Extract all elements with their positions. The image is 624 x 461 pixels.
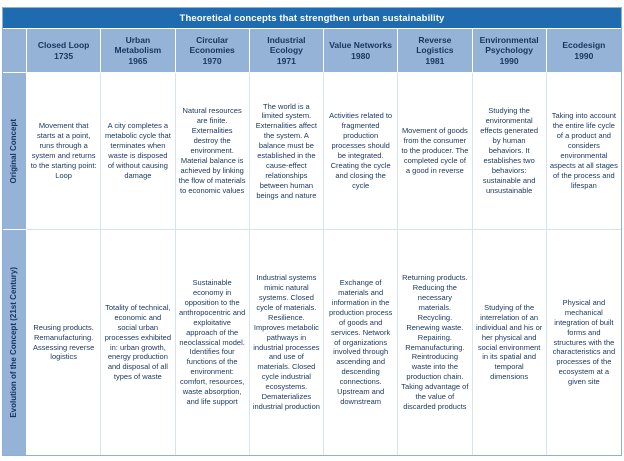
cell-evolution-value-networks: Exchange of materials and information in the production process of goods and services. Network of organizations involved through ascending and descending connections. Upstream and downstream xyxy=(324,230,398,455)
column-name: Urban Metabolism xyxy=(114,34,162,56)
column-header-environmental-psychology xyxy=(473,29,547,73)
cell-evolution-closed-loop: Reusing products. Remanufacturing. Assessing reverse logistics xyxy=(27,230,101,455)
column-header-reverse-logistics xyxy=(398,29,472,73)
header-corner-cell xyxy=(3,29,27,73)
cell-original-closed-loop: Movement that starts at a point, runs through a system and returns to the starting point: Loop xyxy=(27,73,101,230)
cell-original-environmental-psychology: Studying the environmental effects generated by human behaviors. It establishes two behaviors: sustainable and unsustainable xyxy=(473,73,547,230)
column-year: 1990 xyxy=(499,55,519,66)
column-header-closed-loop xyxy=(27,29,101,73)
column-name: Closed Loop xyxy=(37,39,90,50)
column-header-ecodesign xyxy=(547,29,621,73)
column-name: Environmental Psychology xyxy=(479,34,539,56)
concepts-table xyxy=(2,7,622,456)
row-label-evolution-of-concept: Evolution of the Concept (21st Century) xyxy=(3,230,27,455)
column-name: Reverse Logistics xyxy=(416,34,454,56)
column-name: Ecodesign xyxy=(562,39,606,50)
cell-original-ecodesign: Taking into account the entire life cycle of a product and considers environmental aspects at all stages of the process and lifespan xyxy=(547,73,621,230)
column-name: Industrial Ecology xyxy=(267,34,306,56)
column-header-circular-economies xyxy=(176,29,250,73)
cell-original-circular-economies: Natural resources are finite. Externalities destroy the environment. Material balance is achieved by linking the flow of materials to economic values xyxy=(176,73,250,230)
column-year: 1990 xyxy=(574,50,594,61)
table-title: Theoretical concepts that strengthen urban sustainability xyxy=(3,8,621,29)
cell-original-urban-metabolism: A city completes a metabolic cycle that terminates when waste is disposed of without causing damage xyxy=(101,73,175,230)
cell-evolution-industrial-ecology: Industrial systems mimic natural systems. Closed cycle of materials. Resilience. Improves metabolic pathways in industrial processes and use of materials. Closed cycle industrial ecosystems. Dematerializes industrial production xyxy=(250,230,324,455)
cell-evolution-reverse-logistics: Returning products. Reducing the necessary materials. Recycling. Renewing waste. Repairing. Remanufacturing. Reintroducing waste into the production chain. Taking advantage of the value of discarded products xyxy=(398,230,472,455)
column-name: Circular Economies xyxy=(189,34,235,56)
cell-original-value-networks: Activities related to fragmented production processes should be integrated. Creating the cycle and closing the cycle xyxy=(324,73,398,230)
cell-evolution-circular-economies: Sustainable economy in opposition to the anthropocentric and exploitative approach of the neoclassical model. Identifies four functions of the environment: comfort, resources, waste absorption, and life support xyxy=(176,230,250,455)
cell-evolution-ecodesign: Physical and mechanical integration of built forms and structures with the characteristics and processes of the ecosystem at a given site xyxy=(547,230,621,455)
column-year: 1965 xyxy=(128,55,148,66)
column-year: 1971 xyxy=(276,55,296,66)
column-header-value-networks xyxy=(324,29,398,73)
column-year: 1970 xyxy=(202,55,222,66)
cell-evolution-environmental-psychology: Studying of the interrelation of an individual and his or her physical and social environment in its spatial and temporal dimensions xyxy=(473,230,547,455)
column-header-urban-metabolism xyxy=(101,29,175,73)
column-header-industrial-ecology xyxy=(250,29,324,73)
cell-original-industrial-ecology: The world is a limited system. Externalities affect the system. A balance must be established in the cause-effect relationships between human beings and nature xyxy=(250,73,324,230)
cell-evolution-urban-metabolism: Totality of technical, economic and social urban processes exhibited in: urban growth, energy production and disposal of all types of waste xyxy=(101,230,175,455)
column-name: Value Networks xyxy=(329,39,393,50)
column-year: 1980 xyxy=(351,50,371,61)
cell-original-reverse-logistics: Movement of goods from the consumer to the producer. The completed cycle of a good in reverse xyxy=(398,73,472,230)
row-label-original-concept: Original Concept xyxy=(3,73,27,230)
column-year: 1981 xyxy=(425,55,445,66)
column-year: 1735 xyxy=(54,50,74,61)
